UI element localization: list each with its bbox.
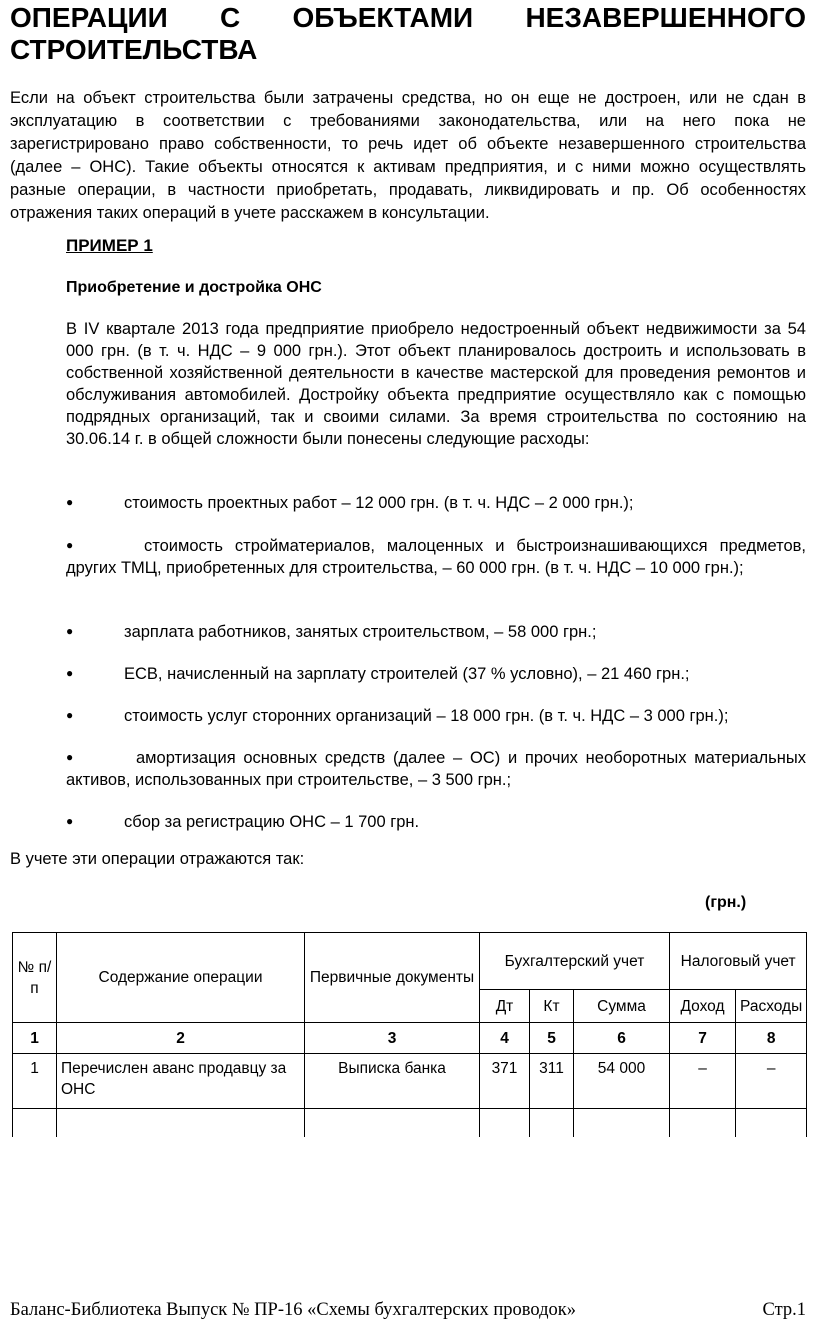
bullet-item — [66, 534, 806, 579]
bullet-text: стоимость стройматериалов, малоценных и быстроизнашивающихся предметов, других ТМЦ, приобретенных для строительства, – 60 000 грн. (в т. ч. НДС – 10 000 грн.); — [66, 537, 806, 577]
column-number: 3 — [305, 1023, 480, 1054]
header-documents: Первичные документы — [305, 933, 480, 1023]
example-subheading: Приобретение и достройка ОНС — [66, 279, 322, 296]
bullet-text: сбор за регистрацию ОНС – 1 700 грн. — [124, 813, 420, 831]
cell-documents: Выписка банка — [305, 1054, 480, 1109]
bullet-text: зарплата работников, занятых строительством, – 58 000 грн.; — [124, 623, 597, 641]
column-number: 8 — [736, 1023, 807, 1054]
bullet-dot-icon: ● — [66, 495, 74, 509]
header-content: Содержание операции — [57, 933, 305, 1023]
header-expenses: Расходы — [736, 990, 807, 1023]
column-number: 2 — [57, 1023, 305, 1054]
bullet-item — [66, 810, 806, 833]
table-row-empty — [13, 1109, 807, 1138]
accounting-table — [12, 932, 807, 1137]
column-number: 4 — [480, 1023, 530, 1054]
column-number-row — [13, 1023, 807, 1054]
column-number: 7 — [670, 1023, 736, 1054]
example-heading: ПРИМЕР 1 — [66, 236, 153, 255]
bullet-text: стоимость услуг сторонних организаций – 18 000 грн. (в т. ч. НДС – 3 000 грн.); — [124, 707, 729, 725]
header-tax: Налоговый учет — [670, 933, 807, 990]
bullet-text: стоимость проектных работ – 12 000 грн. (в т. ч. НДС – 2 000 грн.); — [124, 494, 634, 512]
bullet-dot-icon: ● — [66, 708, 74, 722]
bullet-dot-icon: ● — [66, 624, 74, 638]
header-number: № п/п — [13, 933, 57, 1023]
footer-page-number: Стр.1 — [762, 1300, 806, 1320]
header-income: Доход — [670, 990, 736, 1023]
document-title: ОПЕРАЦИИ С ОБЪЕКТАМИ НЕЗАВЕРШЕННОГО СТРОИТЕЛЬСТВА — [10, 2, 806, 65]
intro-paragraph: Если на объект строительства были затрачены средства, но он еще не достроен, или не сдан в эксплуатацию в соответствии с требованиями законодательства, или на него пока не зарегистрировано право собственности, то речь идет об объекте незавершенного строительства (далее – ОНС). Такие объекты относятся к активам предприятия, и с ними можно осуществлять разные операции, в частности приобретать, продавать, ликвидировать и пр. Об особенностях отражения таких операций в учете расскажем в консультации. — [10, 89, 806, 222]
cell-sum: 54 000 — [574, 1054, 670, 1109]
header-debit: Дт — [480, 990, 530, 1023]
header-credit: Кт — [530, 990, 574, 1023]
bullet-item — [66, 746, 806, 791]
cell-income: – — [670, 1054, 736, 1109]
bullet-dot-icon: ● — [66, 814, 74, 828]
bullet-dot-icon: ● — [66, 666, 74, 680]
accounting-note: В учете эти операции отражаются так: — [10, 850, 305, 868]
bullet-item — [66, 662, 806, 685]
unit-label: (грн.) — [705, 894, 747, 911]
header-accounting: Бухгалтерский учет — [480, 933, 670, 990]
cell-debit: 371 — [480, 1054, 530, 1109]
example-paragraph: В IV квартале 2013 года предприятие приобрело недостроенный объект недвижимости за 54 000 грн. (в т. ч. НДС – 9 000 грн.). Этот объект планировалось достроить и использовать в собственной хозяйственной деятельности в качестве мастерской для проведения ремонтов и обслуживания автомобилей. Достройку объекта предприятие осуществляло как с помощью подрядных организаций, так и своими силами. За время строительства по состоянию на 30.06.14 г. в общей сложности были понесены следующие расходы: — [66, 320, 806, 448]
bullet-item — [66, 704, 806, 727]
bullet-text: амортизация основных средств (далее – ОС) и прочих необоротных материальных активов, использованных при строительстве, – 3 500 грн.; — [66, 749, 806, 789]
footer-publication: Баланс-Библиотека Выпуск № ПР-16 «Схемы бухгалтерских проводок» — [10, 1300, 577, 1320]
bullet-item — [66, 491, 806, 514]
bullet-dot-icon: ● — [66, 750, 74, 764]
column-number: 6 — [574, 1023, 670, 1054]
bullet-dot-icon: ● — [66, 538, 74, 552]
column-number: 1 — [13, 1023, 57, 1054]
cell-content: Перечислен аванс продавцу за ОНС — [57, 1054, 305, 1109]
table-row — [13, 1054, 807, 1109]
cell-number: 1 — [13, 1054, 57, 1109]
cell-credit: 311 — [530, 1054, 574, 1109]
cell-expenses: – — [736, 1054, 807, 1109]
bullet-item — [66, 620, 806, 643]
column-number: 5 — [530, 1023, 574, 1054]
bullet-text: ЕСВ, начисленный на зарплату строителей (37 % условно), – 21 460 грн.; — [124, 665, 690, 683]
header-sum: Сумма — [574, 990, 670, 1023]
